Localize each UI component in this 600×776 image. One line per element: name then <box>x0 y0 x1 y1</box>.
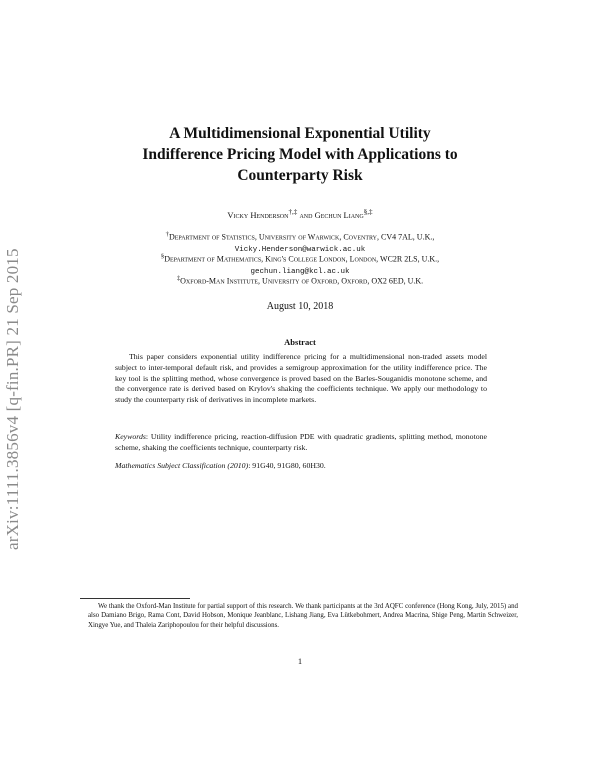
author-line <box>90 208 510 220</box>
affiliation-mark: † <box>165 231 169 238</box>
author-name: Vicky Henderson <box>227 209 289 220</box>
affiliation-mark: § <box>160 253 165 260</box>
title-line-1: A Multidimensional Exponential Utility <box>169 125 431 142</box>
keywords-label: Keywords <box>115 432 146 441</box>
msc-label: Mathematics Subject Classification (2010) <box>115 461 249 470</box>
msc-classification <box>115 461 487 472</box>
msc-text: : 91G40, 91G80, 60H30. <box>248 461 326 470</box>
author-email[interactable]: gechun.liang@kcl.ac.uk <box>250 267 350 276</box>
affiliation-department: Department of Statistics, University of Warwick, Coventry, CV4 7AL, U.K., <box>168 232 435 242</box>
author-affiliation-mark: †,‡ <box>288 208 298 216</box>
keywords-text: : Utility indifference pricing, reaction-diffusion PDE with quadratic gradients, splitting method, monotone scheme, shaking the coefficients technique, counterparty risk. <box>115 432 487 452</box>
affiliation-department: Oxford-Man Institute, University of Oxford, Oxford, OX2 6ED, U.K. <box>180 276 424 286</box>
affiliation-mark: ‡ <box>176 275 181 282</box>
title-line-2: Indifference Pricing Model with Applications to <box>142 146 458 163</box>
paper-date: August 10, 2018 <box>266 301 334 312</box>
paper-title <box>90 123 510 186</box>
abstract-heading: Abstract <box>284 337 316 347</box>
acknowledgement-footnote: We thank the Oxford-Man Institute for partial support of this research. We thank participants at the 3rd AQFC conference (Hong Kong, July, 2015) and also Damiano Brigo, Rama Cont, David Hobson, Monique Jeanblanc, Lishang Jiang, Eva Lütkebohmert, Andrea Macrina, Shige Peng, Martin Schweizer, Xingye Yue, and Thaleia Zariphopoulou for their helpful discussions. <box>88 603 518 629</box>
author-affiliation-mark: §,‡ <box>363 208 373 216</box>
page-number: 1 <box>297 656 303 666</box>
affiliation <box>80 273 520 287</box>
author-name: Gechun Liang <box>314 209 364 220</box>
arxiv-identifier: arXiv:1111.3856v4 [q-fin.PR] 21 Sep 2015 <box>3 248 22 550</box>
author-conjunction: and <box>299 209 313 220</box>
title-line-3: Counterparty Risk <box>237 167 363 184</box>
affiliation-department: Department of Mathematics, King's College London, London, WC2R 2LS, U.K., <box>164 254 440 264</box>
keywords <box>115 432 487 454</box>
author-email[interactable]: Vicky.Henderson@warwick.ac.uk <box>234 245 366 254</box>
footnote-divider <box>80 598 190 599</box>
abstract-text: This paper considers exponential utility indifference pricing for a multidimensional non-traded assets model subject to inter-temporal default risk, and provides a semigroup approximation for the utility indifference price. The key tool is the splitting method, whose convergence is proved based on the Barles-Souganidis monotone scheme, and the convergence rate is derived based on Krylov's shaking the coefficients technique. We apply our methodology to study the counterparty risk of derivatives in incomplete markets. <box>115 352 487 405</box>
